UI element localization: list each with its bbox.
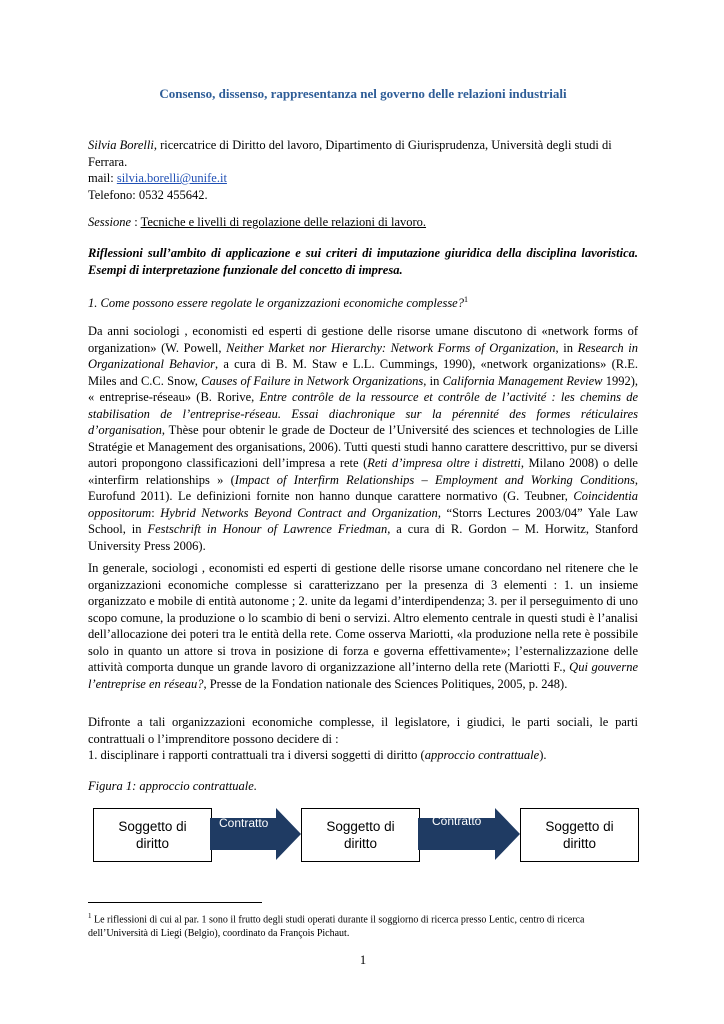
subject-box-3-label: Soggetto di diritto: [545, 819, 614, 851]
para1-text: :: [151, 505, 161, 520]
section-footnote-mark: 1: [463, 295, 468, 304]
section-heading-text: 1. Come possono essere regolate le organizzazioni economiche complesse?: [88, 296, 464, 311]
author-affiliation: , ricercatrice di Diritto del lavoro, Dipartimento di Giurisprudenza, Università degli studi di Ferrara.: [88, 138, 612, 169]
footnote-mark: 1: [88, 912, 92, 920]
author-name: Silvia Borelli: [88, 138, 154, 152]
para1-citation: Entre contrôle de la ressource et contrôle de l’activité : les chemins de stabilisation de l’entreprise-réseau. Essai diachronique sur la pérennité des formes réticulaires d’organisation: [88, 390, 638, 437]
session-value: Tecniche e livelli di regolazione delle relazioni di lavoro.: [140, 215, 427, 229]
mail-label: mail:: [88, 171, 117, 185]
para1-text: , Eurofund 2011). Le definizioni fornite non hanno dunque carattere normativo (G. Teubner,: [88, 472, 638, 503]
paper-title: Riflessioni sull’ambito di applicazione e sui criteri di imputazione giuridica della disciplina lavoristica. Esempi di interpretazione funzionale del concetto di impresa.: [88, 246, 638, 277]
para1-text: Da anni sociologi , economisti ed esperti di gestione delle risorse umane discutono di «network forms of organization» (W. Powell,: [88, 324, 638, 355]
paragraph-3: Difronte a tali organizzazioni economiche complesse, il legislatore, i giudici, le parti sociali, le parti contrattuali o l’imprenditore possono decidere di :: [88, 715, 638, 746]
list1-text: ).: [539, 748, 547, 762]
para2-citation: Qui gouverne l’entreprise en réseau?: [88, 660, 639, 691]
para1-citation: Neither Market nor Hierarchy: Network Forms of Organization: [226, 340, 556, 355]
para1-citation: Research in Organizational Behavior: [88, 340, 638, 371]
conference-title: Consenso, dissenso, rappresentanza nel governo delle relazioni industriali: [159, 86, 567, 101]
subject-box-2: [301, 808, 420, 862]
para1-text: , a cura di R. Gordon – M. Horwitz, Stanford University Press 2006).: [88, 522, 638, 553]
para1-citation: Causes of Failure in Network Organizations: [201, 373, 424, 388]
page-number: 1: [359, 953, 367, 967]
para1-text: , “Storrs Lectures 2003/04” Yale Law School, in: [88, 505, 638, 536]
paragraph-2: [88, 560, 638, 692]
para1-text: , in: [423, 373, 443, 388]
para1-citation: California Management Review: [442, 373, 603, 388]
list1-term: approccio contrattuale: [424, 748, 540, 762]
author-block: [88, 137, 638, 203]
email-link[interactable]: silvia.borelli@unife.it: [116, 171, 227, 185]
session-separator: :: [131, 215, 141, 229]
session-label: Sessione: [88, 215, 132, 229]
para1-citation: Coincidentia oppositorum: [88, 489, 638, 520]
subject-box-3: [520, 808, 639, 862]
para1-text: , in: [555, 340, 578, 355]
subject-box-1: [93, 808, 212, 862]
footnote-separator: [88, 902, 262, 903]
list-item-1: [88, 747, 638, 764]
contract-arrow-2-label: Contratto: [432, 814, 482, 828]
session-line: [88, 214, 638, 231]
footnote: [88, 909, 638, 941]
para1-citation: Festschrift in Honour of Lawrence Friedman: [147, 522, 388, 536]
subject-box-1-label: Soggetto di diritto: [118, 819, 187, 851]
para1-text: , a cura di B. M. Staw e L.L. Cummings, 1990), «network organizations» (R.E. Miles and C.C. Snow,: [88, 357, 638, 388]
phone-line: Telefono: 0532 455642.: [88, 187, 208, 202]
para1-text: , Thèse pour obtenir le grade de Docteur de l’Université des sciences et technologies de Lille Stratégie et Management des organisations, 2006). Tutti questi studi hanno carattere descrittivo, pur se diversi autori propongono classificazioni dell’impresa a rete (: [88, 423, 638, 470]
figure-caption: Figura 1: approccio contrattuale.: [88, 779, 257, 793]
footnote-text: Le riflessioni di cui al par. 1 sono il frutto degli studi operati durante il soggiorno di ricerca presso Lentic, centro di ricerca dell’Università di Liegi (Belgio), coordinato da François Pichaut.: [88, 914, 585, 940]
para2-text: , Presse de la Fondation nationale des Sciences Politiques, 2005, p. 248).: [203, 676, 568, 691]
section-heading: [88, 292, 638, 312]
para2-text: In generale, sociologi , economisti ed esperti di gestione delle risorse umane concordano nel ritenere che le organizzazioni economiche complesse si caratterizzano per la presenza di 3 elementi : 1. un insieme organizzato e mobile di entità autonome ; 2. unite da legami d’interdipendenza; 3. per il perseguimento di uno scopo comune, la produzione o lo scambio di beni o servizi. Altro elemento centrale in questi studi è l’analisi dell’allocazione dei poteri tra le entità della rete. Come osserva Mariotti, «la produzione nella rete è possibile solo in quanto un attore si trova in posizione di forza e governa effettivamente»; l’esternalizzazione delle attività comporta dunque un grande lavoro di organizzazione all’interno della rete (Mariotti F.,: [88, 561, 638, 674]
para1-text: , Milano 2008) o delle «interfirm relationships » (: [88, 456, 638, 487]
subject-box-2-label: Soggetto di diritto: [326, 819, 395, 851]
para1-citation: Impact of Interfirm Relationships – Employment and Working Conditions: [234, 472, 635, 487]
list1-text: 1. disciplinare i rapporti contrattuali tra i diversi soggetti di diritto (: [88, 748, 425, 762]
para1-citation: Reti d’impresa oltre i distretti: [367, 456, 521, 470]
para1-citation: Hybrid Networks Beyond Contract and Organization: [160, 505, 438, 520]
para1-text: 1992), « entreprise-réseau» (B. Rorive,: [88, 373, 638, 404]
paragraph-1: [88, 323, 638, 554]
contract-arrow-1-label: Contratto: [219, 816, 269, 830]
